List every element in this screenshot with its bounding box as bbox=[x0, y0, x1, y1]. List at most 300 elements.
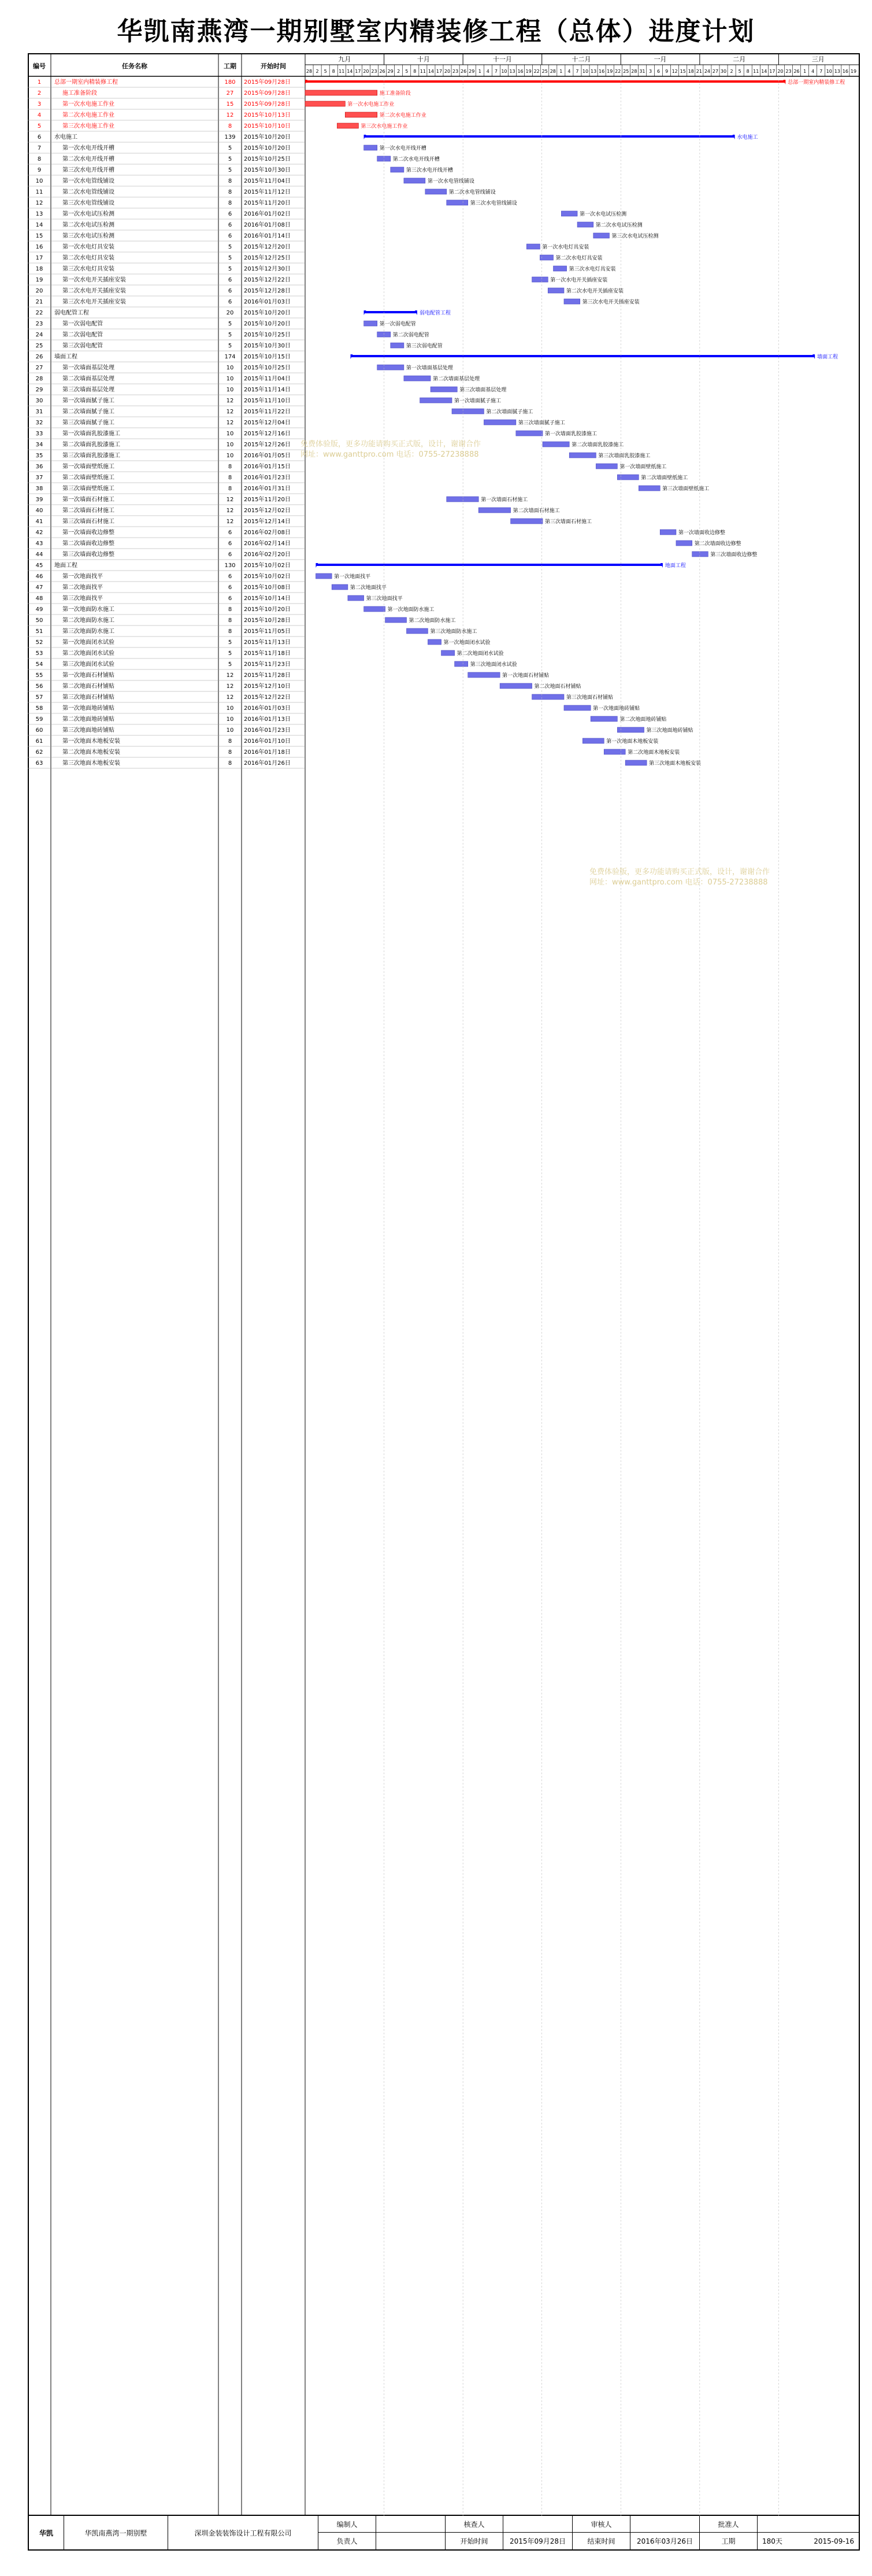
task-bar bbox=[455, 661, 468, 667]
task-bar-label: 第二次水电施工作业 bbox=[379, 113, 426, 119]
task-bar bbox=[593, 233, 610, 238]
row-start-date: 2016年02月08日 bbox=[244, 530, 291, 536]
row-task-name: 第二次地面木地板安装 bbox=[62, 749, 120, 756]
row-start-date: 2016年01月31日 bbox=[244, 486, 291, 492]
task-bar bbox=[364, 145, 377, 150]
task-bar-label: 第一次地面找平 bbox=[334, 574, 371, 580]
row-task-name: 第二次水电施工作业 bbox=[62, 112, 114, 119]
task-bar-label: 第三次地面防水施工 bbox=[430, 629, 477, 635]
task-bar bbox=[617, 475, 639, 480]
day-tick-label: 13 bbox=[834, 69, 840, 74]
day-tick-label: 10 bbox=[826, 69, 832, 74]
row-task-name: 总部一期室内精装修工程 bbox=[54, 79, 118, 86]
day-tick-label: 14 bbox=[761, 69, 767, 74]
row-id: 7 bbox=[37, 145, 42, 151]
day-tick-label: 24 bbox=[704, 69, 711, 74]
row-duration: 5 bbox=[228, 255, 232, 261]
task-bar-label: 第三次地面找平 bbox=[366, 596, 403, 602]
row-start-date: 2015年10月25日 bbox=[244, 332, 291, 338]
footer-logo: 华凯 bbox=[39, 2529, 53, 2537]
row-duration: 6 bbox=[228, 299, 232, 305]
row-id: 20 bbox=[35, 288, 43, 294]
day-tick-label: 13 bbox=[590, 69, 597, 74]
row-id: 34 bbox=[35, 442, 43, 448]
row-start-date: 2015年11月13日 bbox=[244, 639, 291, 646]
task-bar bbox=[345, 112, 377, 117]
footer-start-value: 2015年09月28日 bbox=[509, 2537, 566, 2545]
row-duration: 12 bbox=[226, 694, 234, 701]
row-duration: 10 bbox=[226, 365, 234, 371]
task-bar-label: 第三次水电施工作业 bbox=[361, 124, 408, 129]
task-bar-label: 第二次墙面乳胶漆施工 bbox=[572, 442, 624, 448]
row-start-date: 2015年11月12日 bbox=[244, 189, 291, 195]
task-bar bbox=[511, 519, 543, 524]
task-bar-label: 第二次水电试压检测 bbox=[595, 223, 643, 228]
row-id: 5 bbox=[37, 123, 42, 129]
day-tick-label: 4 bbox=[811, 69, 815, 74]
month-label: 九月 bbox=[338, 55, 351, 63]
task-bar bbox=[364, 321, 377, 326]
row-task-name: 第三次水电开关插座安装 bbox=[62, 299, 126, 305]
row-start-date: 2016年01月05日 bbox=[244, 453, 291, 459]
task-bar-label: 第二次地面闭水试验 bbox=[457, 651, 504, 657]
day-tick-label: 9 bbox=[665, 69, 669, 74]
row-duration: 8 bbox=[228, 123, 232, 129]
footer-c2b: 开始时间 bbox=[460, 2537, 488, 2545]
task-bar-label: 第二次地面地砖铺贴 bbox=[619, 717, 667, 723]
day-tick-label: 11 bbox=[420, 69, 426, 74]
row-start-date: 2015年12月04日 bbox=[244, 420, 291, 426]
footer-col3 bbox=[572, 2516, 630, 2549]
row-task-name: 第一次弱电配管 bbox=[62, 321, 103, 327]
row-start-date: 2015年10月20日 bbox=[244, 310, 291, 316]
task-bar-label: 第二次水电开关插座安装 bbox=[566, 288, 624, 294]
row-start-date: 2015年11月28日 bbox=[244, 672, 291, 679]
row-start-date: 2016年02月14日 bbox=[244, 541, 291, 547]
day-tick-label: 21 bbox=[696, 69, 702, 74]
row-duration: 12 bbox=[226, 398, 234, 404]
task-bar bbox=[582, 738, 604, 743]
task-bar-label: 第二次水电灯具安装 bbox=[555, 256, 603, 261]
task-bar bbox=[532, 277, 548, 282]
row-duration: 8 bbox=[228, 475, 232, 481]
row-task-name: 第一次水电施工作业 bbox=[62, 101, 114, 108]
row-id: 21 bbox=[35, 299, 43, 305]
day-tick-label: 16 bbox=[599, 69, 605, 74]
day-tick-label: 12 bbox=[671, 69, 678, 74]
footer-duration-value: 180天 bbox=[762, 2537, 782, 2545]
row-id: 31 bbox=[35, 409, 43, 415]
task-bar-label: 第三次墙面乳胶漆施工 bbox=[598, 453, 651, 459]
task-bar-label: 第二次地面找平 bbox=[350, 585, 387, 591]
summary-bar bbox=[305, 80, 785, 83]
row-duration: 5 bbox=[228, 321, 232, 327]
day-tick-label: 22 bbox=[615, 69, 621, 74]
month-label: 一月 bbox=[654, 55, 667, 63]
task-bar-label: 第三次墙面基层处理 bbox=[459, 387, 507, 393]
header-start-label: 开始时间 bbox=[261, 62, 286, 70]
row-task-name: 第三次水电施工作业 bbox=[62, 123, 114, 129]
day-tick-label: 5 bbox=[324, 69, 327, 74]
task-bar-label: 第一次水电开关插座安装 bbox=[550, 277, 608, 283]
row-duration: 10 bbox=[226, 431, 234, 437]
task-bar bbox=[526, 244, 540, 249]
row-task-name: 第二次墙面基层处理 bbox=[62, 376, 114, 382]
day-tick-label: 11 bbox=[339, 69, 345, 74]
row-id: 36 bbox=[35, 464, 43, 470]
task-bar-label: 第二次墙面基层处理 bbox=[433, 376, 480, 382]
row-duration: 180 bbox=[224, 79, 236, 86]
task-bar bbox=[532, 694, 564, 699]
footer-c3a: 审核人 bbox=[573, 2516, 630, 2533]
row-start-date: 2016年01月15日 bbox=[244, 464, 291, 470]
row-duration: 10 bbox=[226, 716, 234, 723]
day-tick-label: 3 bbox=[648, 69, 652, 74]
row-duration: 130 bbox=[224, 562, 236, 569]
row-start-date: 2015年10月20日 bbox=[244, 321, 291, 327]
task-bar bbox=[692, 552, 708, 557]
task-bar bbox=[484, 420, 515, 425]
task-bar-label: 第二次水电管线铺设 bbox=[448, 190, 496, 195]
row-start-date: 2015年12月26日 bbox=[244, 442, 291, 448]
task-bar bbox=[660, 530, 676, 535]
day-tick-label: 25 bbox=[541, 69, 548, 74]
task-bar bbox=[404, 376, 431, 381]
row-duration: 5 bbox=[228, 244, 232, 250]
day-tick-label: 29 bbox=[469, 69, 475, 74]
row-start-date: 2015年09月28日 bbox=[244, 101, 291, 108]
row-id: 47 bbox=[35, 584, 43, 591]
row-task-name: 第三次墙面壁纸施工 bbox=[62, 486, 114, 492]
row-id: 11 bbox=[35, 189, 43, 195]
row-task-name: 第二次水电灯具安装 bbox=[62, 255, 114, 261]
task-bar bbox=[500, 683, 532, 689]
row-duration: 8 bbox=[228, 617, 232, 624]
row-id: 60 bbox=[35, 727, 43, 734]
footer-c3b: 结束时间 bbox=[587, 2537, 615, 2545]
task-bar bbox=[425, 189, 447, 194]
task-bar-label: 第一次墙面石材施工 bbox=[481, 497, 528, 503]
task-bar-label: 第三次地面地砖铺贴 bbox=[646, 728, 693, 734]
row-start-date: 2015年10月30日 bbox=[244, 343, 291, 349]
task-bar-label: 第一次墙面乳胶漆施工 bbox=[545, 431, 598, 437]
summary-bar bbox=[351, 355, 815, 357]
day-tick-label: 8 bbox=[413, 69, 417, 74]
row-task-name: 第三次地面石材铺贴 bbox=[62, 694, 114, 701]
task-bar bbox=[676, 541, 692, 546]
row-id: 19 bbox=[35, 277, 43, 283]
row-task-name: 第一次水电开线开槽 bbox=[62, 145, 114, 151]
task-bar bbox=[468, 672, 500, 678]
row-id: 43 bbox=[35, 541, 43, 547]
row-duration: 12 bbox=[226, 420, 234, 426]
footer-company: 深圳金装装饰设计工程有限公司 bbox=[194, 2529, 292, 2537]
day-tick-label: 27 bbox=[712, 69, 719, 74]
row-id: 44 bbox=[35, 552, 43, 558]
row-task-name: 第三次地面找平 bbox=[62, 595, 103, 602]
task-bar bbox=[516, 431, 543, 436]
task-bar bbox=[391, 167, 404, 172]
task-bar-label: 第一次地面木地板安装 bbox=[606, 739, 659, 745]
task-bar-label: 第三次地面木地板安装 bbox=[649, 761, 702, 767]
row-id: 56 bbox=[35, 683, 43, 690]
task-bar-label: 第一次地面地砖铺贴 bbox=[593, 706, 640, 712]
row-start-date: 2015年10月20日 bbox=[244, 606, 291, 613]
task-bar bbox=[305, 90, 377, 95]
row-id: 55 bbox=[35, 672, 43, 679]
row-task-name: 第三次水电灯具安装 bbox=[62, 266, 114, 272]
row-duration: 8 bbox=[228, 606, 232, 613]
day-tick-label: 30 bbox=[720, 69, 727, 74]
day-tick-label: 28 bbox=[306, 69, 313, 74]
day-tick-label: 23 bbox=[371, 69, 377, 74]
row-duration: 8 bbox=[228, 749, 232, 756]
row-duration: 12 bbox=[226, 519, 234, 525]
watermark-line2: 网址：www.ganttpro.com 电话：0755-27238888 bbox=[300, 450, 479, 459]
row-duration: 6 bbox=[228, 595, 232, 602]
row-start-date: 2015年10月15日 bbox=[244, 354, 291, 360]
day-tick-label: 20 bbox=[444, 69, 451, 74]
row-start-date: 2015年10月02日 bbox=[244, 562, 291, 569]
row-id: 18 bbox=[35, 266, 43, 272]
day-tick-label: 19 bbox=[850, 69, 857, 74]
row-id: 3 bbox=[37, 101, 42, 108]
row-task-name: 第一次墙面乳胶漆施工 bbox=[62, 431, 120, 437]
month-label: 二月 bbox=[733, 55, 746, 63]
row-duration: 6 bbox=[228, 541, 232, 547]
row-task-name: 第一次水电试压检测 bbox=[62, 211, 114, 217]
row-id: 59 bbox=[35, 716, 43, 723]
day-tick-label: 10 bbox=[501, 69, 507, 74]
task-bar bbox=[591, 716, 617, 721]
row-start-date: 2015年12月22日 bbox=[244, 277, 291, 283]
day-tick-label: 16 bbox=[842, 69, 849, 74]
task-bar-label: 第三次水电管线铺设 bbox=[470, 201, 517, 206]
day-tick-label: 17 bbox=[355, 69, 361, 74]
task-bar-label: 第一次水电试压检测 bbox=[580, 212, 627, 217]
row-start-date: 2016年01月08日 bbox=[244, 222, 291, 228]
row-id: 22 bbox=[35, 310, 43, 316]
task-bar bbox=[561, 211, 577, 216]
row-id: 2 bbox=[37, 90, 42, 97]
row-id: 32 bbox=[35, 420, 43, 426]
task-bar-label: 第二次墙面石材施工 bbox=[513, 508, 560, 514]
row-start-date: 2015年10月20日 bbox=[244, 145, 291, 151]
day-tick-label: 2 bbox=[397, 69, 400, 74]
row-id: 45 bbox=[35, 562, 43, 569]
row-task-name: 第一次墙面壁纸施工 bbox=[62, 464, 114, 470]
summary-bar-label: 水电施工 bbox=[737, 135, 758, 140]
summary-bar-label: 墙面工程 bbox=[817, 354, 838, 360]
row-start-date: 2015年09月28日 bbox=[244, 79, 291, 86]
task-bar-label: 第一次墙面收边修整 bbox=[678, 530, 725, 536]
task-bar bbox=[441, 650, 455, 656]
row-duration: 10 bbox=[226, 442, 234, 448]
task-bar-label: 第一次地面防水施工 bbox=[387, 607, 435, 613]
row-duration: 6 bbox=[228, 573, 232, 580]
watermark-line1: 免费体验版，更多功能请购买正式版，设计，谢谢合作 bbox=[300, 440, 481, 449]
row-id: 50 bbox=[35, 617, 43, 624]
task-bar bbox=[406, 628, 428, 634]
day-tick-label: 26 bbox=[793, 69, 800, 74]
row-id: 23 bbox=[35, 321, 43, 327]
task-bar bbox=[377, 365, 404, 370]
month-label: 十一月 bbox=[492, 55, 512, 63]
task-bar bbox=[569, 453, 596, 458]
row-start-date: 2015年10月30日 bbox=[244, 167, 291, 173]
day-tick-label: 1 bbox=[803, 69, 807, 74]
row-duration: 5 bbox=[228, 639, 232, 646]
day-tick-label: 2 bbox=[730, 69, 733, 74]
row-start-date: 2016年01月18日 bbox=[244, 749, 291, 756]
page-title: 华凯南燕湾一期别墅室内精装修工程（总体）进度计划 bbox=[117, 17, 755, 46]
day-tick-label: 4 bbox=[567, 69, 571, 74]
row-task-name: 第三次弱电配管 bbox=[62, 343, 103, 349]
row-duration: 10 bbox=[226, 376, 234, 382]
task-bar bbox=[377, 332, 391, 337]
row-start-date: 2015年12月25日 bbox=[244, 255, 291, 261]
row-task-name: 第一次地面防水施工 bbox=[62, 606, 114, 613]
row-duration: 5 bbox=[228, 650, 232, 657]
day-tick-label: 13 bbox=[509, 69, 515, 74]
row-id: 48 bbox=[35, 595, 43, 602]
row-id: 57 bbox=[35, 694, 43, 701]
row-start-date: 2015年11月20日 bbox=[244, 497, 291, 503]
row-duration: 5 bbox=[228, 661, 232, 668]
row-start-date: 2015年10月02日 bbox=[244, 573, 291, 580]
footer-col4 bbox=[699, 2516, 757, 2549]
row-start-date: 2015年10月20日 bbox=[244, 134, 291, 140]
row-task-name: 墙面工程 bbox=[54, 354, 77, 360]
task-bar bbox=[452, 409, 484, 414]
row-task-name: 第一次水电开关插座安装 bbox=[62, 277, 126, 283]
task-bar-label: 第三次墙面壁纸施工 bbox=[662, 486, 710, 492]
footer-c2a: 核查人 bbox=[446, 2516, 503, 2533]
row-id: 39 bbox=[35, 497, 43, 503]
day-tick-label: 16 bbox=[517, 69, 524, 74]
row-id: 37 bbox=[35, 475, 43, 481]
task-bar-label: 第三次地面石材铺贴 bbox=[566, 695, 613, 701]
footer-company-cell bbox=[168, 2516, 318, 2549]
task-bar bbox=[564, 299, 580, 304]
footer-project-cell bbox=[64, 2516, 168, 2549]
row-id: 33 bbox=[35, 431, 43, 437]
row-duration: 15 bbox=[226, 101, 234, 108]
row-duration: 10 bbox=[226, 387, 234, 393]
day-tick-label: 17 bbox=[769, 69, 775, 74]
task-bar-label: 第二次墙面腻子施工 bbox=[486, 409, 533, 415]
day-tick-label: 7 bbox=[494, 69, 498, 74]
row-start-date: 2016年02月20日 bbox=[244, 552, 291, 558]
row-id: 52 bbox=[35, 639, 43, 646]
row-id: 25 bbox=[35, 343, 43, 349]
row-task-name: 弱电配管工程 bbox=[54, 310, 89, 316]
row-duration: 6 bbox=[228, 530, 232, 536]
row-duration: 10 bbox=[226, 705, 234, 712]
row-id: 40 bbox=[35, 508, 43, 514]
task-bar-label: 第三次墙面收边修整 bbox=[710, 552, 758, 558]
row-task-name: 第二次地面地砖铺贴 bbox=[62, 716, 114, 723]
row-duration: 12 bbox=[226, 672, 234, 679]
day-tick-label: 23 bbox=[785, 69, 792, 74]
row-duration: 6 bbox=[228, 211, 232, 217]
day-tick-label: 11 bbox=[753, 69, 759, 74]
row-start-date: 2015年11月05日 bbox=[244, 628, 291, 635]
row-start-date: 2015年10月28日 bbox=[244, 617, 291, 624]
day-tick-label: 20 bbox=[363, 69, 369, 74]
row-task-name: 第一次地面木地板安装 bbox=[62, 738, 120, 745]
row-start-date: 2015年12月10日 bbox=[244, 683, 291, 690]
row-duration: 12 bbox=[226, 409, 234, 415]
day-tick-label: 15 bbox=[680, 69, 686, 74]
task-bar bbox=[604, 749, 625, 754]
row-task-name: 第一次地面地砖铺贴 bbox=[62, 705, 114, 712]
row-task-name: 第三次墙面基层处理 bbox=[62, 387, 114, 393]
row-start-date: 2016年01月14日 bbox=[244, 233, 291, 239]
day-tick-label: 5 bbox=[738, 69, 741, 74]
row-task-name: 第二次水电开线开槽 bbox=[62, 156, 114, 162]
footer-logo-cell bbox=[29, 2516, 64, 2549]
task-bar-label: 第三次地面闭水试验 bbox=[470, 662, 517, 668]
row-task-name: 第一次水电管线铺设 bbox=[62, 178, 114, 184]
row-task-name: 第三次水电开线开槽 bbox=[62, 167, 114, 173]
row-start-date: 2016年01月13日 bbox=[244, 716, 291, 723]
row-task-name: 第一次墙面收边修整 bbox=[62, 530, 114, 536]
footer-col3-val bbox=[630, 2516, 699, 2549]
task-bar bbox=[348, 595, 364, 601]
row-duration: 10 bbox=[226, 453, 234, 459]
row-task-name: 第二次地面闭水试验 bbox=[62, 650, 114, 657]
day-tick-label: 31 bbox=[639, 69, 645, 74]
row-id: 15 bbox=[35, 233, 43, 239]
row-id: 6 bbox=[37, 134, 42, 140]
row-start-date: 2015年10月08日 bbox=[244, 584, 291, 591]
row-id: 8 bbox=[37, 156, 42, 162]
row-task-name: 第三次墙面乳胶漆施工 bbox=[62, 453, 120, 459]
row-id: 28 bbox=[35, 376, 43, 382]
row-duration: 8 bbox=[228, 464, 232, 470]
day-tick-label: 1 bbox=[478, 69, 481, 74]
row-duration: 12 bbox=[226, 508, 234, 514]
row-id: 42 bbox=[35, 530, 43, 536]
row-duration: 5 bbox=[228, 343, 232, 349]
row-id: 24 bbox=[35, 332, 43, 338]
row-start-date: 2016年01月02日 bbox=[244, 211, 291, 217]
task-bar bbox=[577, 222, 593, 227]
task-bar-label: 第一次地面闭水试验 bbox=[443, 640, 491, 646]
row-id: 29 bbox=[35, 387, 43, 393]
day-tick-label: 29 bbox=[387, 69, 394, 74]
row-task-name: 水电施工 bbox=[54, 134, 77, 140]
row-task-name: 第二次地面找平 bbox=[62, 584, 103, 591]
day-tick-label: 17 bbox=[436, 69, 443, 74]
row-start-date: 2015年12月22日 bbox=[244, 694, 291, 701]
summary-bar-label: 弱电配管工程 bbox=[419, 310, 451, 316]
task-bar bbox=[420, 398, 452, 403]
row-start-date: 2015年12月30日 bbox=[244, 266, 291, 272]
day-tick-label: 20 bbox=[777, 69, 784, 74]
day-tick-label: 26 bbox=[379, 69, 385, 74]
row-start-date: 2015年10月25日 bbox=[244, 365, 291, 371]
header-name-label: 任务名称 bbox=[122, 62, 147, 70]
task-bar bbox=[447, 200, 468, 205]
task-bar-label: 第一次墙面基层处理 bbox=[406, 365, 453, 371]
row-id: 46 bbox=[35, 573, 43, 580]
task-bar bbox=[391, 343, 404, 348]
row-duration: 8 bbox=[228, 628, 232, 635]
summary-bar bbox=[316, 564, 662, 566]
row-duration: 139 bbox=[224, 134, 236, 140]
